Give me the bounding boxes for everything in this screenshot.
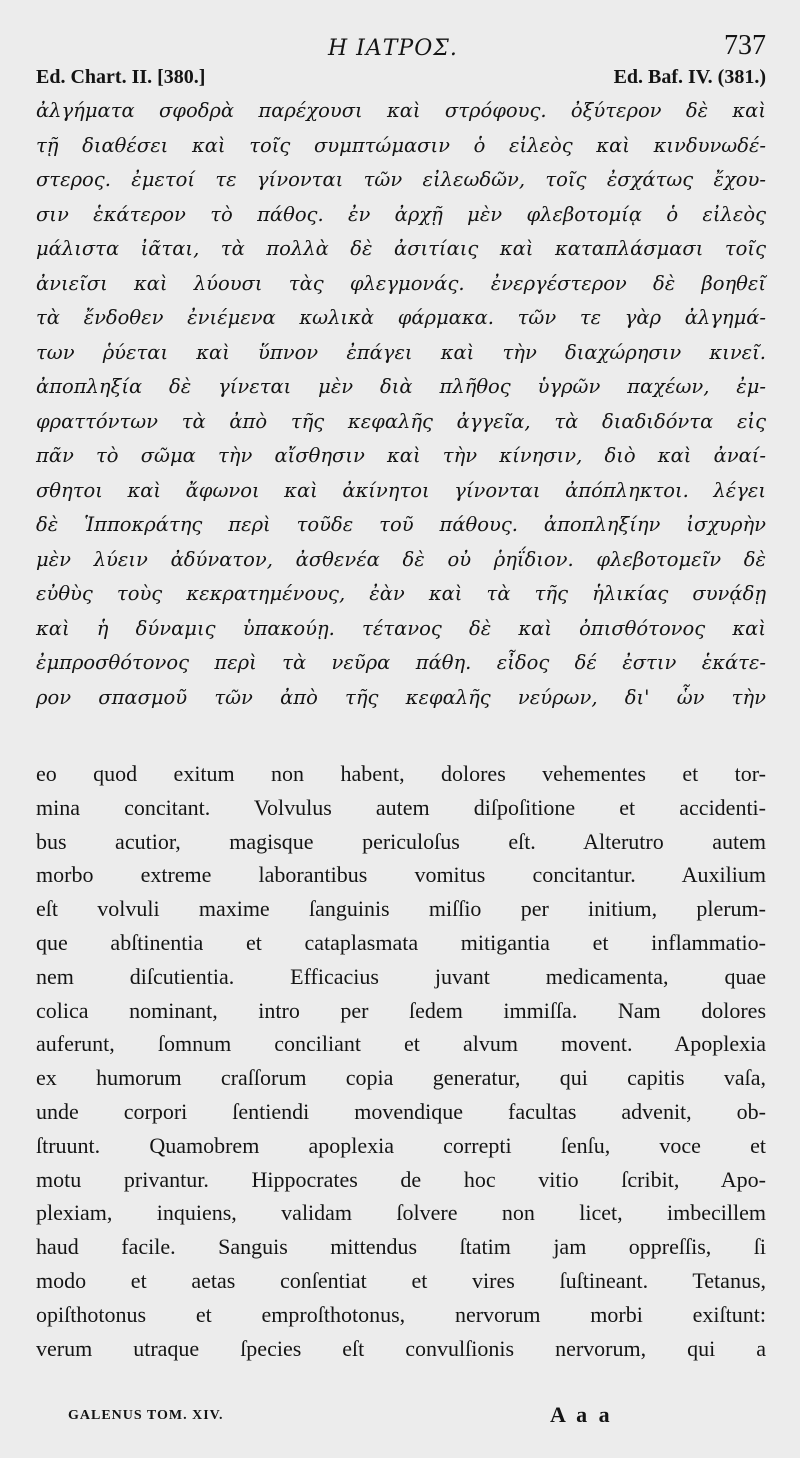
- latin-line: haud facile. Sanguis mittendus ſtatim jam oppreſſis, ſi: [36, 1234, 766, 1260]
- greek-line: ἀποπληξία δὲ γίνεται μὲν διὰ πλῆθος ὑγρῶν παχέων, ἐμ-: [36, 375, 766, 398]
- signature-mark: A a a: [550, 1402, 613, 1427]
- latin-line: nem diſcutientia. Efficacius juvant medicamenta, quae: [36, 963, 766, 989]
- greek-line: στερος. ἐμετοί τε γίνονται τῶν εἰλεωδῶν, τοῖς ἐσχάτως ἔχου-: [36, 168, 766, 191]
- volume-label: GALENUS TOM. XIV.: [68, 1408, 224, 1423]
- latin-text-block: [36, 757, 766, 1365]
- latin-line: auferunt, ſomnum conciliant et alvum movent. Apoplexia: [36, 1031, 766, 1057]
- greek-line: μὲν λύειν ἀδύνατον, ἀσθενέα δὲ οὐ ῥηΐδιον. φλεβοτομεῖν δὲ: [36, 547, 766, 571]
- latin-line: morbo extreme laborantibus vomitus concitantur. Auxilium: [36, 862, 766, 888]
- running-title: Η ΙΑΤΡΟΣ.: [328, 36, 458, 61]
- latin-line: colica nominant, intro per ſedem immiſſa. Nam dolores: [36, 997, 766, 1023]
- greek-line: τῇ διαθέσει καὶ τοῖς συμπτώμασιν ὁ εἰλεὸς καὶ κινδυνωδέ-: [36, 133, 766, 157]
- greek-line: τὰ ἔνδοθεν ἐνιέμενα κωλικὰ φάρμακα. τῶν τε γὰρ ἀλγημά-: [36, 306, 766, 329]
- edition-references: [36, 66, 766, 92]
- greek-line: ρον σπασμοῦ τῶν ἀπὸ τῆς κεφαλῆς νεύρων, δι' ὧν τὴν: [36, 685, 766, 709]
- page-number: 737: [724, 30, 766, 61]
- latin-line: opiſthotonus et emproſthotonus, nervorum morbi exiſtunt:: [36, 1301, 766, 1327]
- page-footer: [68, 1402, 628, 1430]
- greek-line: μάλιστα ἰᾶται, τὰ πολλὰ δὲ ἀσιτίαις καὶ καταπλάσμασι τοῖς: [36, 237, 766, 260]
- greek-line: ἐμπροσθότονος περὶ τὰ νεῦρα πάθη. εἶδος δέ ἐστιν ἑκάτε-: [36, 651, 766, 674]
- latin-line: modo et aetas conſentiat et vires ſuſtineant. Tetanus,: [36, 1267, 766, 1293]
- greek-line: φραττόντων τὰ ἀπὸ τῆς κεφαλῆς ἀγγεῖα, τὰ διαδιδόντα εἰς: [36, 409, 766, 433]
- latin-line: motu privantur. Hippocrates de hoc vitio ſcribit, Apo-: [36, 1166, 766, 1192]
- latin-line: eſt volvuli maxime ſanguinis miſſio per initium, plerum-: [36, 896, 766, 922]
- greek-line: δὲ Ἱπποκράτης περὶ τοῦδε τοῦ πάθους. ἀποπληξίην ἰσχυρὴν: [36, 513, 766, 536]
- latin-line: eo quod exitum non habent, dolores vehementes et tor-: [36, 761, 766, 786]
- latin-line: ex humorum craſſorum copia generatur, qui capitis vaſa,: [36, 1065, 766, 1091]
- greek-line: πᾶν τὸ σῶμα τὴν αἴσθησιν καὶ τὴν κίνησιν, διὸ καὶ ἀναί-: [36, 444, 766, 467]
- edition-chartier-reference: Ed. Chart. II. [380.]: [36, 66, 206, 88]
- greek-text-block: [36, 94, 766, 715]
- latin-line: mina concitant. Volvulus autem diſpoſitione et accidenti-: [36, 794, 766, 820]
- latin-line: verum utraque ſpecies eſt convulſionis nervorum, qui a: [36, 1335, 766, 1361]
- greek-line: σιν ἑκάτερον τὸ πάθος. ἐν ἀρχῇ μὲν φλεβοτομίᾳ ὁ εἰλεὸς: [36, 202, 766, 226]
- greek-line: ἀλγήματα σφοδρὰ παρέχουσι καὶ στρόφους. ὀξύτερον δὲ καὶ: [36, 99, 766, 122]
- latin-line: unde corpori ſentiendi movendique facultas advenit, ob-: [36, 1098, 766, 1124]
- greek-line: των ῥύεται καὶ ὕπνον ἐπάγει καὶ τὴν διαχώρησιν κινεῖ.: [36, 340, 766, 364]
- greek-line: σθητοι καὶ ἄφωνοι καὶ ἀκίνητοι γίνονται ἀπόπληκτοι. λέγει: [36, 478, 766, 502]
- latin-line: bus acutior, magisque periculoſus eſt. Alterutro autem: [36, 828, 766, 854]
- greek-line: εὐθὺς τοὺς κεκρατημένους, ἐὰν καὶ τὰ τῆς ἡλικίας συνᾴδῃ: [36, 582, 766, 605]
- greek-line: ἀνιεῖσι καὶ λύουσι τὰς φλεγμονάς. ἐνεργέστερον δὲ βοηθεῖ: [36, 271, 766, 295]
- running-head: [36, 30, 766, 64]
- latin-line: que abſtinentia et cataplasmata mitigantia et inflammatio-: [36, 929, 766, 955]
- edition-basel-reference: Ed. Baf. IV. (381.): [613, 66, 766, 88]
- latin-line: ſtruunt. Quamobrem apoplexia correpti ſenſu, voce et: [36, 1132, 766, 1158]
- latin-line: plexiam, inquiens, validam ſolvere non licet, imbecillem: [36, 1200, 766, 1226]
- greek-line: καὶ ἡ δύναμις ὑπακούῃ. τέτανος δὲ καὶ ὀπισθότονος καὶ: [36, 616, 766, 640]
